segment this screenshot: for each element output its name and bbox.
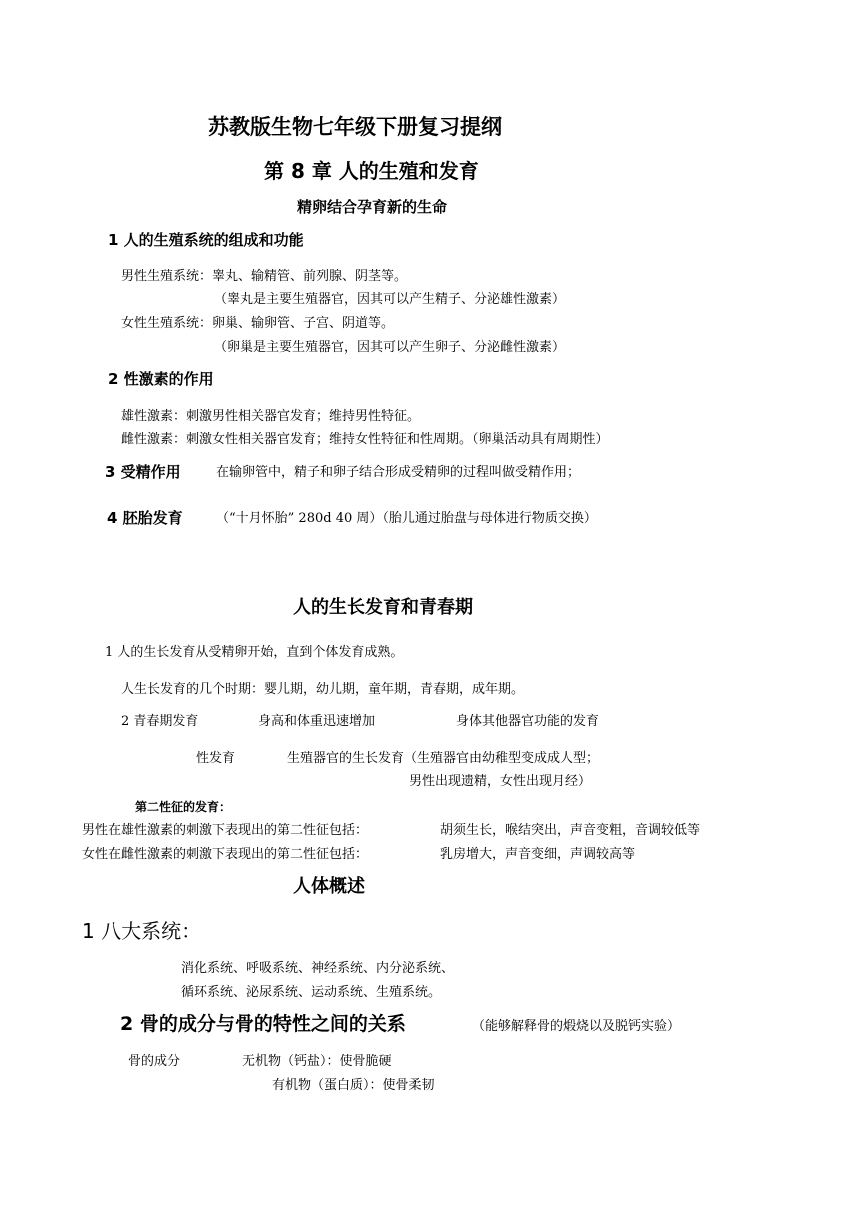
- systems-text: 消化系统、呼吸系统、神经系统、内分泌系统、: [181, 961, 455, 976]
- male-system-text: 男性生殖系统：睾丸、输精管、前列腺、阴茎等。: [121, 269, 408, 284]
- female-traits-label: 女性在雌性激素的刺激下表现出的第二性征包括：: [82, 847, 369, 862]
- embryo-text: （“十月怀胎” 280d 40 周）（胎儿通过胎盘与母体进行物质交换）: [216, 511, 597, 526]
- sexual-development-label: 性发育: [196, 751, 236, 766]
- puberty-item: 身体其他器官功能的发育: [456, 714, 600, 729]
- male-traits-label: 男性在雄性激素的刺激下表现出的第二性征包括：: [82, 823, 369, 838]
- section-title: 人体概述: [293, 876, 365, 897]
- subsection-heading: 2 骨的成分与骨的特性之间的关系: [120, 1013, 406, 1035]
- female-system-note: （卵巢是主要生殖器官，因其可以产生卵子、分泌雌性激素）: [214, 340, 566, 355]
- document-title: 苏教版生物七年级下册复习提纲: [208, 115, 502, 139]
- subsection-heading: 3 受精作用: [105, 463, 181, 481]
- subsection-heading: 4 胚胎发育: [107, 509, 183, 527]
- subsection-heading: 1 八大系统：: [82, 919, 202, 943]
- puberty-item: 身高和体重迅速增加: [258, 714, 376, 729]
- bone-note: （能够解释骨的煅烧以及脱钙实验）: [472, 1019, 681, 1034]
- section-title: 精卵结合孕育新的生命: [297, 198, 448, 216]
- section-title: 人的生长发育和青春期: [293, 597, 473, 618]
- inorganic-text: 无机物（钙盐）：使骨脆硬: [242, 1054, 392, 1069]
- sexual-development-text: 男性出现遗精，女性出现月经）: [409, 774, 592, 789]
- androgen-text: 雄性激素：刺激男性相关器官发育；维持男性特征。: [121, 409, 421, 424]
- growth-stages-text: 人生长发育的几个时期：婴儿期，幼儿期，童年期，青春期，成年期。: [121, 682, 525, 697]
- male-traits-text: 胡须生长，喉结突出，声音变粗，音调较低等: [440, 823, 701, 838]
- bone-label: 骨的成分: [128, 1054, 181, 1069]
- fertilization-text: 在输卵管中，精子和卵子结合形成受精卵的过程叫做受精作用；: [216, 465, 581, 480]
- growth-text: 1 人的生长发育从受精卵开始，直到个体发育成熟。: [105, 645, 404, 660]
- systems-text: 循环系统、泌尿系统、运动系统、生殖系统。: [181, 985, 442, 1000]
- chapter-heading: 第 8 章 人的生殖和发育: [264, 159, 479, 183]
- organic-text: 有机物（蛋白质）：使骨柔韧: [272, 1078, 435, 1093]
- subsection-heading: 1 人的生殖系统的组成和功能: [108, 231, 304, 249]
- female-traits-text: 乳房增大，声音变细，声调较高等: [440, 847, 636, 862]
- estrogen-text: 雌性激素：刺激女性相关器官发育；维持女性特征和性周期。（卵巢活动具有周期性）: [121, 432, 609, 447]
- puberty-label: 2 青春期发育: [121, 714, 199, 729]
- secondary-sex-heading: 第二性征的发育：: [135, 800, 232, 814]
- male-system-note: （睾丸是主要生殖器官，因其可以产生精子、分泌雄性激素）: [214, 292, 566, 307]
- subsection-heading: 2 性激素的作用: [108, 370, 214, 388]
- sexual-development-text: 生殖器官的生长发育（生殖器官由幼稚型变成成人型；: [287, 751, 600, 766]
- female-system-text: 女性生殖系统：卵巢、输卵管、子宫、阴道等。: [121, 316, 395, 331]
